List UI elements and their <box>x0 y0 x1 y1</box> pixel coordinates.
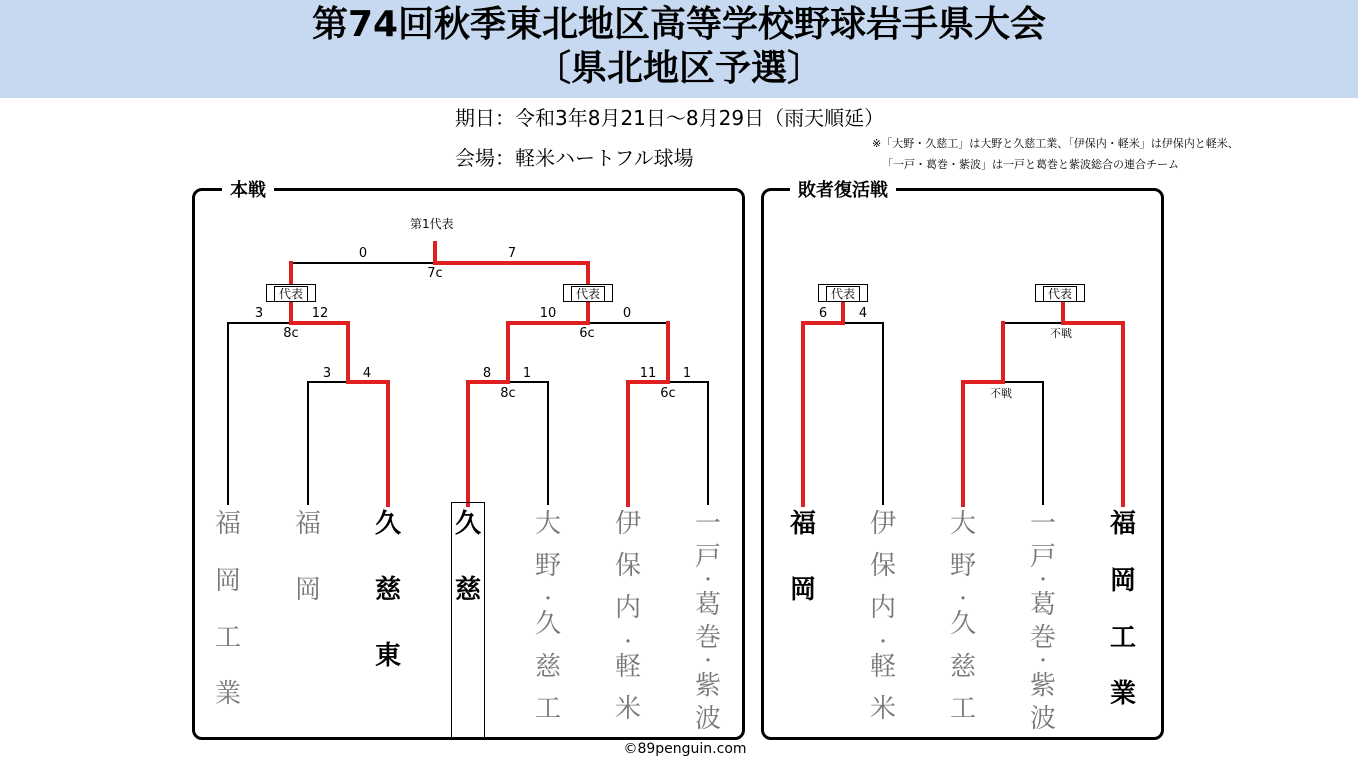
team-name-char: ・ <box>539 589 557 611</box>
team-name-char: 波 <box>1029 703 1056 734</box>
team-name <box>863 508 903 735</box>
team-name-char: 内 <box>614 593 641 624</box>
representative-badge: 代表 <box>563 284 613 302</box>
team-name-char: ・ <box>874 631 892 653</box>
team-name-char: 福 <box>789 509 816 539</box>
first-representative-label: 第1代表 <box>410 217 454 231</box>
score: 0 <box>358 246 368 261</box>
date-info: 期日：令和3年8月21日～8月29日（雨天順延） <box>455 106 885 130</box>
team-name <box>448 508 488 640</box>
team-name-char: 巻 <box>694 622 721 653</box>
team-name <box>528 508 568 735</box>
score: 4 <box>362 366 372 381</box>
team-name-char: 慈 <box>374 575 401 605</box>
score: 6 <box>818 306 828 321</box>
note-line2: 「一戸・葛巻・紫波」は一戸と葛巻と紫波総合の連合チーム <box>882 158 1179 171</box>
title-line1: 第74回秋季東北地区高等学校野球岩手県大会 <box>311 4 1047 45</box>
team-name-char: 保 <box>614 551 641 582</box>
score: 10 <box>539 306 557 321</box>
team-name <box>368 508 408 706</box>
team-name-char: 野 <box>949 551 976 582</box>
score: 4 <box>858 306 868 321</box>
team-name-char: 岡 <box>1109 565 1136 596</box>
team-name-char: 業 <box>214 679 241 710</box>
team-name-char: 巻 <box>1029 622 1056 653</box>
team-name-char: 慈 <box>454 575 481 605</box>
team-name-char: ・ <box>699 651 717 672</box>
team-name-char: 戸 <box>1029 541 1056 572</box>
note-line1: ※「大野・久慈工」は大野と久慈工業、「伊保内・軽米」は伊保内と軽米、 <box>872 137 1239 150</box>
team-name-char: ・ <box>1034 651 1052 672</box>
team-name-char: 岡 <box>789 575 816 605</box>
called-game-mark: 7c <box>427 266 443 281</box>
team-name-char: 工 <box>949 693 976 724</box>
team-name <box>943 508 983 735</box>
team-name-char: 慈 <box>534 651 561 682</box>
team-name <box>783 508 823 640</box>
team-name-char: 葛 <box>1029 590 1056 620</box>
team-name-char: 米 <box>614 693 641 724</box>
team-name-char: 軽 <box>614 651 641 682</box>
score: 12 <box>311 306 329 321</box>
venue-info: 会場：軽米ハートフル球場 <box>455 146 694 170</box>
team-name-char: 岡 <box>214 565 241 596</box>
team-name-char: 福 <box>294 509 321 539</box>
team-name <box>608 508 648 735</box>
team-name-char: 東 <box>374 641 401 671</box>
team-name-char: 一 <box>694 509 721 539</box>
team-name-char: 伊 <box>614 509 641 539</box>
team-name-char: 大 <box>534 509 561 539</box>
team-name-char: 久 <box>949 609 976 640</box>
team-name-char: 福 <box>1109 509 1136 539</box>
team-name-char: ・ <box>699 570 717 591</box>
team-name-char: ・ <box>954 589 972 611</box>
losers-bracket-label: 敗者復活戦 <box>790 180 896 202</box>
walkover-label: 不戦 <box>1050 327 1072 340</box>
score: 3 <box>254 306 264 321</box>
team-name-char: 福 <box>214 509 241 539</box>
team-name-char: 紫 <box>1029 671 1056 701</box>
team-name-char: 軽 <box>869 651 896 682</box>
score: 8 <box>482 366 492 381</box>
team-name-char: ・ <box>1034 570 1052 591</box>
called-game-mark: 8c <box>283 326 299 341</box>
team-name-char: 米 <box>869 693 896 724</box>
team-name <box>288 508 328 640</box>
score: 1 <box>522 366 532 381</box>
team-name-char: 慈 <box>949 651 976 682</box>
called-game-mark: 6c <box>660 386 676 401</box>
team-name <box>1023 508 1063 735</box>
team-name-char: 久 <box>374 509 401 539</box>
called-game-mark: 6c <box>579 326 595 341</box>
team-name-char: 大 <box>949 509 976 539</box>
score: 0 <box>622 306 632 321</box>
team-name-char: 波 <box>694 703 721 734</box>
team-name-char: 工 <box>214 622 241 653</box>
team-name-char: 伊 <box>869 509 896 539</box>
team-name-char: 内 <box>869 593 896 624</box>
team-name-char: 工 <box>1109 622 1136 653</box>
representative-badge: 代表 <box>266 284 316 302</box>
main-bracket-label: 本戦 <box>222 180 274 202</box>
team-name-char: 業 <box>1109 679 1136 710</box>
score: 11 <box>639 366 657 381</box>
team-name-char: ・ <box>619 631 637 653</box>
team-name-char: 紫 <box>694 671 721 701</box>
team-name-char: 岡 <box>294 575 321 605</box>
team-name <box>208 508 248 735</box>
representative-badge: 代表 <box>1035 284 1085 302</box>
team-name-char: 一 <box>1029 509 1056 539</box>
called-game-mark: 8c <box>500 386 516 401</box>
walkover-label: 不戦 <box>990 387 1012 400</box>
copyright: ©89penguin.com <box>623 741 747 757</box>
representative-badge: 代表 <box>818 284 868 302</box>
team-name <box>688 508 728 735</box>
team-name-char: 工 <box>534 693 561 724</box>
team-name-char: 葛 <box>694 590 721 620</box>
team-name-char: 久 <box>454 509 481 539</box>
team-name-char: 保 <box>869 551 896 582</box>
team-name-char: 戸 <box>694 541 721 572</box>
title-line2: 〔県北地区予選〕 <box>534 48 823 89</box>
score: 1 <box>682 366 692 381</box>
team-name-char: 野 <box>534 551 561 582</box>
score: 3 <box>322 366 332 381</box>
score: 7 <box>507 246 517 261</box>
team-name-char: 久 <box>534 609 561 640</box>
team-name <box>1103 508 1143 735</box>
